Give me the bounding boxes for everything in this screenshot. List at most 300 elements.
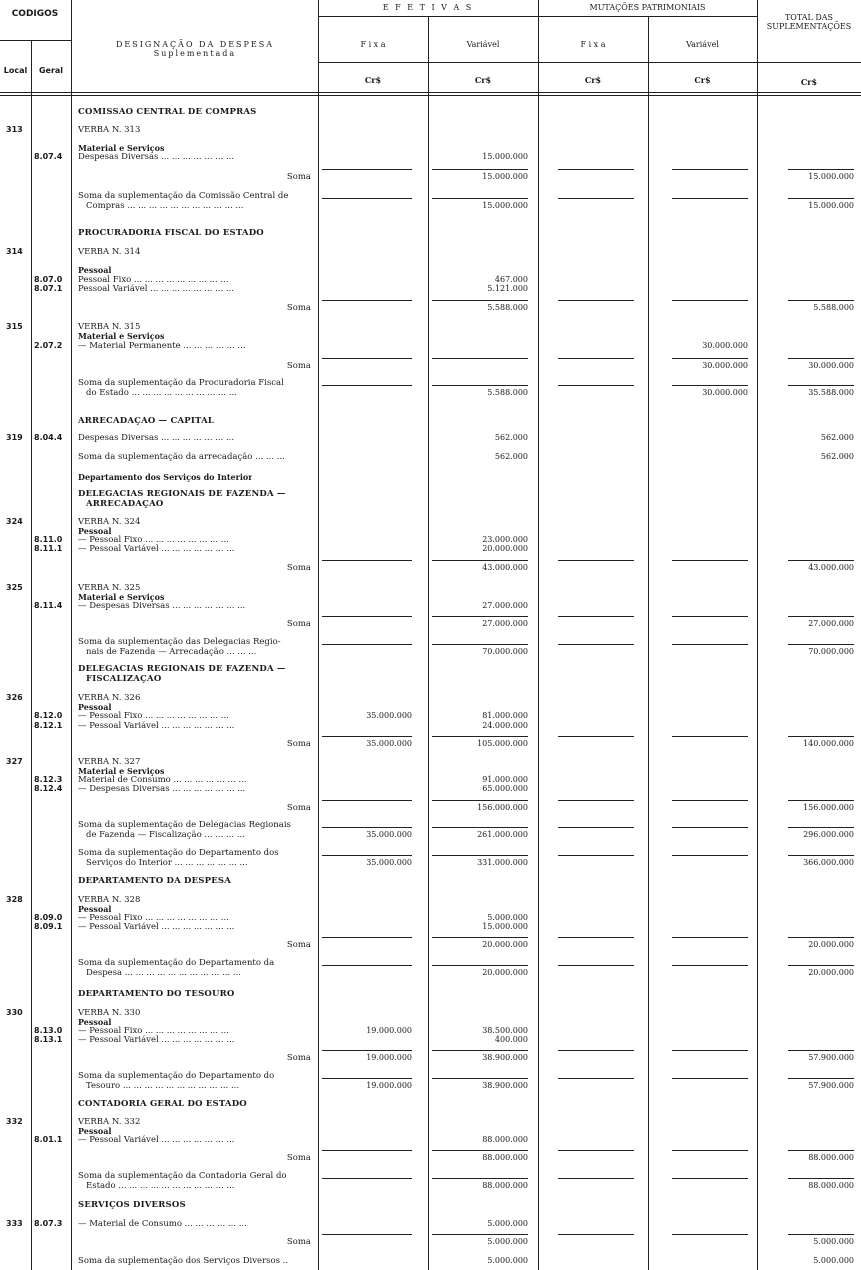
amount-var: 27.000.000 [482,601,528,610]
sum-rule [432,385,528,386]
header-total: TOTAL DAS SUPLEMENTAÇÕES [766,13,852,31]
rule-desc-fixa [318,0,319,1270]
expense-description: Soma da suplementação de Delegacias Regionais [78,820,291,830]
sum-rule [672,800,748,801]
sum-rule [788,965,854,966]
rule-codes-desc [71,0,72,1270]
sum-rule [558,300,634,301]
expense-description: VERBA N. 328 [78,895,141,905]
amount-var: 20.000.000 [482,544,528,553]
sum-rule [322,560,412,561]
section-heading: ARRECADAÇÃO — CAPITAL [78,416,215,426]
expense-description: Pessoal [78,1126,112,1136]
expense-description: Estado ... ... ... ... ... ... ... ... ... ... ... [86,1181,235,1191]
sum-rule [788,827,854,828]
expense-description: Despesa ... ... ... ... ... ... ... ... ... ... ... [86,968,241,978]
amount-total: 366.000.000 [803,858,854,867]
amount-total: 562.000 [820,433,854,442]
sum-rule [788,644,854,645]
sum-rule [322,1150,412,1151]
rule-fixa-var [428,16,429,1270]
amount-total: 88.000.000 [808,1153,854,1162]
sum-rule [672,1050,748,1051]
sum-rule [322,736,412,737]
sum-rule [322,855,412,856]
header-fixa-mutacoes: F i x a [580,40,606,49]
expense-description: Pessoal [78,526,112,536]
amount-var: 38.900.000 [482,1053,528,1062]
amount-var: 23.000.000 [482,535,528,544]
amount-total: 140.000.000 [803,739,854,748]
code-local: 332 [6,1117,23,1126]
amount-total: 20.000.000 [808,940,854,949]
code-geral: 8.07.4 [34,152,63,161]
sum-rule [788,1050,854,1051]
sum-rule [432,855,528,856]
code-geral: 8.12.4 [34,784,63,793]
expense-description: Despesas Diversas ... ... ... ... ... ... ... [78,152,235,162]
sum-rule [672,1078,748,1079]
soma-label: Soma [286,803,311,813]
amount-total: 57.900.000 [808,1081,854,1090]
expense-description: Pessoal [78,265,112,275]
expense-description: — Material de Consumo ... ... ... ... ... ... [78,1219,247,1229]
header-fixa-efetivas: F i x a [360,40,386,49]
header-variavel-efetivas: Variável [466,40,500,49]
header-efetivas: E F E T I V A S [382,3,474,12]
amount-var: 91.000.000 [482,775,528,784]
soma-label: Soma [286,739,311,749]
sum-rule [788,1078,854,1079]
code-geral: 8.07.0 [34,275,63,284]
sum-rule [432,1234,528,1235]
soma-label: Soma [286,303,311,313]
sum-rule [788,1178,854,1179]
header-mutacoes: MUTAÇÕES PATRIMONIAIS [589,3,706,12]
expense-description: Soma da suplementação da Procuradoria Fiscal [78,378,284,388]
amount-var: 81.000.000 [482,711,528,720]
sum-rule [558,385,634,386]
amount-total: 88.000.000 [808,1181,854,1190]
sum-rule [672,616,748,617]
sum-rule [788,1150,854,1151]
code-geral: 8.11.0 [34,535,63,544]
soma-label: Soma [286,1237,311,1247]
amount-var: 5.121.000 [487,284,528,293]
amount-var: 65.000.000 [482,784,528,793]
section-heading: DELEGACIAS REGIONAIS DE FAZENDA — [78,664,286,674]
sum-rule [558,1234,634,1235]
code-local: 327 [6,757,23,766]
sum-rule [432,736,528,737]
expense-description: — Pessoal Variável ... ... ... ... ... ... ... [78,1035,235,1045]
expense-description: VERBA N. 325 [78,583,141,593]
rule-mfixa-mvar [648,16,649,1270]
header-codigos: CODIGOS [11,9,59,19]
code-geral: 8.13.0 [34,1026,63,1035]
expense-description: Material e Serviços [78,143,165,153]
expense-description: — Pessoal Variável ... ... ... ... ... ... ... [78,922,235,932]
sum-rule [322,827,412,828]
sum-rule [432,169,528,170]
rule-currency-top [318,62,861,63]
sum-rule [322,937,412,938]
sum-rule [432,1150,528,1151]
sum-rule [672,855,748,856]
soma-label: Soma [286,563,311,573]
section-heading: CONTADORIA GERAL DO ESTADO [78,1099,247,1109]
sum-rule [558,736,634,737]
sum-rule [672,1234,748,1235]
expense-description: Soma da suplementação das Delegacias Regio- [78,637,281,647]
expense-description: VERBA N. 332 [78,1117,141,1127]
amount-var: 88.000.000 [482,1153,528,1162]
sum-rule [672,736,748,737]
sum-rule [558,198,634,199]
amount-var: 331.000.000 [477,858,528,867]
expense-description: Pessoal Fixo ... ... ... ... ... ... ... ... ... [78,275,229,285]
amount-var: 5.000.000 [487,913,528,922]
expense-description: Pessoal [78,904,112,914]
amount-var: 15.000.000 [482,152,528,161]
amount-total: 5.000.000 [813,1237,854,1246]
sum-rule [432,1178,528,1179]
code-local: 319 [6,433,23,442]
code-geral: 8.12.3 [34,775,63,784]
amount-fixa: 35.000.000 [366,830,412,839]
sum-rule [432,1050,528,1051]
amount-total: 70.000.000 [808,647,854,656]
sum-rule [432,616,528,617]
expense-description: VERBA N. 330 [78,1008,141,1018]
amount-var: 38.900.000 [482,1081,528,1090]
section-heading: DEPARTAMENTO DO TESOURO [78,989,235,999]
amount-var: 562.000 [494,433,528,442]
sum-rule [322,169,412,170]
expense-description: Soma da suplementação da arrecadação ... ... ... [78,452,285,462]
expense-description: Departamento dos Serviços do Interior [78,472,253,482]
header-currency-total: Cr$ [800,77,818,87]
sum-rule [788,198,854,199]
header-geral: Geral [38,66,64,75]
amount-var: 24.000.000 [482,721,528,730]
sum-rule [558,1078,634,1079]
expense-description: — Pessoal Fixo ... ... ... ... ... ... ... ... [78,535,229,545]
sum-rule [788,385,854,386]
expense-description: — Pessoal Variável ... ... ... ... ... ... ... [78,721,235,731]
expense-description: — Pessoal Fixo ... ... ... ... ... ... ... ... [78,913,229,923]
expense-description: — Pessoal Variável ... ... ... ... ... ... ... [78,544,235,554]
expense-description: nais de Fazenda — Arrecadação ... ... ... [86,647,257,657]
rule-header-efetivas [318,16,757,17]
code-local: 315 [6,322,23,331]
sum-rule [672,358,748,359]
soma-label: Soma [286,1053,311,1063]
expense-description: Pessoal [78,702,112,712]
expense-description: de Fazenda — Fiscalização ... ... ... ... [86,830,245,840]
expense-description: VERBA N. 314 [78,247,141,257]
expense-description: — Despesas Diversas ... ... ... ... ... ... ... [78,601,246,611]
amount-total: 30.000.000 [808,361,854,370]
sum-rule [672,965,748,966]
sum-rule [788,358,854,359]
header-currency-fixa: Cr$ [364,75,382,85]
section-heading: DEPARTAMENTO DA DESPESA [78,876,232,886]
code-geral: 8.09.1 [34,922,63,931]
amount-total: 43.000.000 [808,563,854,572]
sum-rule [558,1050,634,1051]
expense-description: do Estado ... ... ... ... ... ... ... ... ... ... [86,388,237,398]
code-geral: 8.13.1 [34,1035,63,1044]
amount-total: 35.588.000 [808,388,854,397]
amount-var: 20.000.000 [482,940,528,949]
sum-rule [558,937,634,938]
sum-rule [788,169,854,170]
expense-description: Despesas Diversas ... ... ... ... ... ... ... [78,433,235,443]
expense-description: — Material Permanente ... ... ... ... ... ... [78,341,246,351]
sum-rule [322,965,412,966]
section-heading: DELEGACIAS REGIONAIS DE FAZENDA — [78,489,286,499]
amount-var: 5.000.000 [487,1237,528,1246]
expense-description: Pessoal [78,1017,112,1027]
sum-rule [558,644,634,645]
soma-label: Soma [286,619,311,629]
sum-rule [672,198,748,199]
code-local: 325 [6,583,23,592]
amount-var: 88.000.000 [482,1135,528,1144]
rule-codes-split [0,40,71,41]
amount-fixa: 19.000.000 [366,1026,412,1035]
expense-description: — Pessoal Fixo ... ... ... ... ... ... ... ... [78,1026,229,1036]
amount-var: 15.000.000 [482,201,528,210]
amount-var: 261.000.000 [477,830,528,839]
sum-rule [322,644,412,645]
sum-rule [432,827,528,828]
sum-rule [432,965,528,966]
sum-rule [322,1234,412,1235]
soma-label: Soma [286,172,311,182]
expense-description: VERBA N. 327 [78,757,141,767]
code-local: 326 [6,693,23,702]
amount-total: 296.000.000 [803,830,854,839]
amount-mvar: 30.000.000 [702,341,748,350]
code-local: 333 [6,1219,23,1228]
amount-total: 5.000.000 [813,1256,854,1265]
sum-rule [432,560,528,561]
sum-rule [558,1150,634,1151]
expense-description: Material e Serviços [78,592,165,602]
header-designacao: DESIGNAÇÃO DA DESPESA [115,40,274,49]
code-local: 324 [6,517,23,526]
code-geral: 8.11.4 [34,601,63,610]
expense-description: Soma da suplementação da Comissão Central de [78,191,289,201]
header-variavel-mutacoes: Variável [686,40,719,49]
amount-fixa: 19.000.000 [366,1081,412,1090]
sum-rule [788,1234,854,1235]
amount-total: 15.000.000 [808,201,854,210]
code-local: 328 [6,895,23,904]
code-geral: 8.04.4 [34,433,63,442]
sum-rule [788,300,854,301]
expense-description: Material e Serviços [78,766,165,776]
amount-var: 5.588.000 [487,388,528,397]
sum-rule [558,1178,634,1179]
expense-description: VERBA N. 324 [78,517,141,527]
expense-description: Soma da suplementação do Departamento dos [78,848,279,858]
sum-rule [672,385,748,386]
sum-rule [322,385,412,386]
sum-rule [788,937,854,938]
code-geral: 8.07.3 [34,1219,63,1228]
amount-mvar: 30.000.000 [702,388,748,397]
amount-var: 467.000 [494,275,528,284]
amount-total: 20.000.000 [808,968,854,977]
expense-description: Serviços do Interior ... ... ... ... ... ... ... [86,858,248,868]
code-local: 313 [6,125,23,134]
sum-rule [432,358,528,359]
sum-rule [788,855,854,856]
rule-header-bottom-2 [0,95,861,96]
amount-var: 38.500.000 [482,1026,528,1035]
sum-rule [672,560,748,561]
expense-description: Soma da suplementação do Departamento da [78,958,275,968]
header-currency-mfixa: Cr$ [584,75,602,85]
amount-var: 70.000.000 [482,647,528,656]
code-local: 314 [6,247,23,256]
amount-total: 15.000.000 [808,172,854,181]
amount-var: 5.588.000 [487,303,528,312]
sum-rule [672,300,748,301]
expense-description: Tesouro ... ... ... ... ... ... ... ... ... ... ... [86,1081,240,1091]
expense-description: Pessoal Variável ... ... ... ... ... ... ... ... [78,284,234,294]
sum-rule [432,1078,528,1079]
sum-rule [558,560,634,561]
code-local: 330 [6,1008,23,1017]
sum-rule [672,937,748,938]
sum-rule [322,1078,412,1079]
amount-var: 27.000.000 [482,619,528,628]
amount-var: 88.000.000 [482,1181,528,1190]
amount-var: 5.000.000 [487,1219,528,1228]
sum-rule [672,1150,748,1151]
amount-total: 57.900.000 [808,1053,854,1062]
sum-rule [788,736,854,737]
sum-rule [558,169,634,170]
soma-label: Soma [286,361,311,371]
amount-total: 27.000.000 [808,619,854,628]
sum-rule [558,358,634,359]
amount-var: 400.000 [494,1035,528,1044]
header-currency-variavel: Cr$ [474,75,492,85]
soma-label: Soma [286,1153,311,1163]
amount-fixa: 35.000.000 [366,739,412,748]
sum-rule [672,644,748,645]
code-geral: 8.11.1 [34,544,63,553]
section-heading: COMISSÃO CENTRAL DE COMPRAS [78,107,257,117]
sum-rule [672,1178,748,1179]
sum-rule [672,827,748,828]
sum-rule [788,560,854,561]
expense-description: — Despesas Diversas ... ... ... ... ... ... ... [78,784,246,794]
sum-rule [788,800,854,801]
sum-rule [432,800,528,801]
expense-description: — Pessoal Variável ... ... ... ... ... ... ... [78,1135,235,1145]
amount-var: 43.000.000 [482,563,528,572]
sum-rule [558,800,634,801]
code-geral: 8.01.1 [34,1135,63,1144]
soma-label: Soma [286,940,311,950]
section-heading: ARRECADAÇÃO [86,499,164,509]
sum-rule [322,198,412,199]
sum-rule [322,300,412,301]
sum-rule [788,616,854,617]
sum-rule [558,855,634,856]
code-geral: 8.12.1 [34,721,63,730]
sum-rule [432,300,528,301]
amount-total: 5.588.000 [813,303,854,312]
header-suplementada: Suplementada [153,49,237,58]
sum-rule [432,644,528,645]
sum-rule [432,198,528,199]
sum-rule [558,827,634,828]
sum-rule [558,616,634,617]
rule-header-bottom-1 [0,92,861,93]
expense-description: VERBA N. 326 [78,693,141,703]
sum-rule [322,616,412,617]
amount-total: 562.000 [820,452,854,461]
amount-fixa: 35.000.000 [366,858,412,867]
sum-rule [322,358,412,359]
sum-rule [322,1050,412,1051]
header-currency-mvar: Cr$ [694,75,711,85]
rule-left-codes [31,40,32,1270]
amount-fixa: 19.000.000 [366,1053,412,1062]
expense-description: Material de Consumo ... ... ... ... ... ... ... [78,775,247,785]
sum-rule [672,169,748,170]
expense-description: Soma da suplementação dos Serviços Diversos .. [78,1256,289,1266]
expense-description: Compras ... ... ... ... ... ... ... ... ... ... ... [86,201,244,211]
sum-rule [558,965,634,966]
header-local: Local [3,66,28,75]
code-geral: 8.09.0 [34,913,63,922]
expense-description: Material e Serviços [78,331,165,341]
amount-var: 562.000 [494,452,528,461]
amount-fixa: 35.000.000 [366,711,412,720]
amount-var: 15.000.000 [482,172,528,181]
amount-var: 15.000.000 [482,922,528,931]
amount-var: 156.000.000 [477,803,528,812]
expense-description: VERBA N. 313 [78,125,141,135]
rule-mutacoes-total [757,0,758,1270]
section-heading: PROCURADORIA FISCAL DO ESTADO [78,228,264,238]
code-geral: 8.12.0 [34,711,63,720]
code-geral: 8.07.1 [34,284,63,293]
amount-var: 105.000.000 [477,739,528,748]
amount-mvar: 30.000.000 [702,361,748,370]
expense-description: Soma da suplementação da Contadoria Geral do [78,1171,287,1181]
sum-rule [322,800,412,801]
amount-var: 5.000.000 [487,1256,528,1265]
sum-rule [322,1178,412,1179]
amount-total: 156.000.000 [803,803,854,812]
code-geral: 2.07.2 [34,341,63,350]
rule-efetivas-mutacoes [538,0,539,1270]
amount-var: 20.000.000 [482,968,528,977]
expense-description: VERBA N. 315 [78,322,141,332]
sum-rule [432,937,528,938]
expense-description: Soma da suplementação do Departamento do [78,1071,275,1081]
section-heading: FISCALIZAÇÃO [86,674,162,684]
